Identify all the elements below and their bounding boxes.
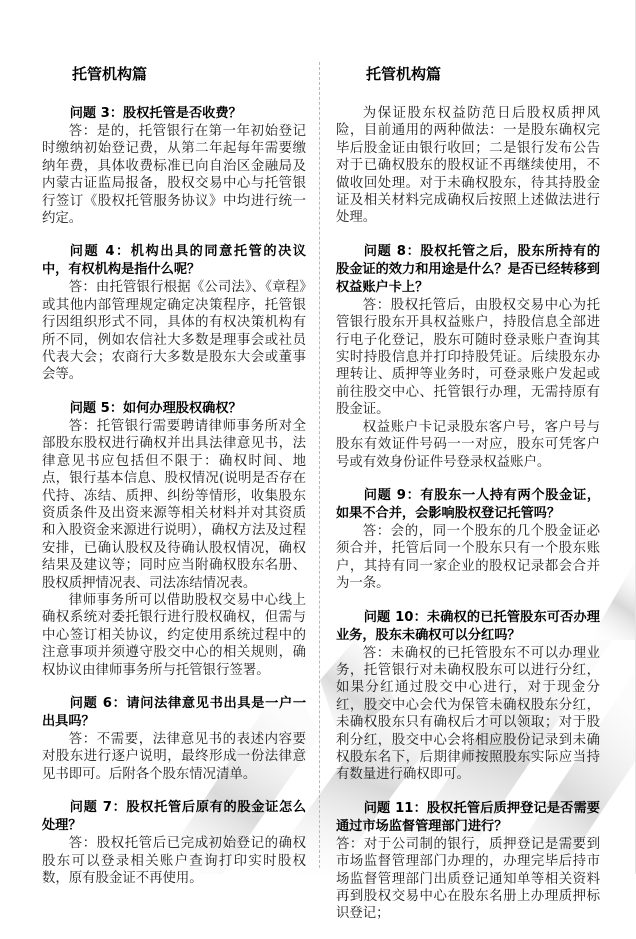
question-title: 问题 7：股权托管后原有的股金证怎么处理？ [42, 800, 306, 834]
left-heading: 托管机构篇 [72, 65, 148, 83]
faq-q4 [42, 243, 306, 383]
answer-paragraph: 答：托管银行需要聘请律师事务所对全部股东股权进行确权并出具法律意见书，法律意见书应包括但不限于：确权时间、地点，银行基本信息、股权情况(说明是否存在代持、冻结、质押、纠纷等情形，收集股东资质条件及出资来源等相关材料并对其资质和入股资金来源进行说明），确权方法及过程安排，已确认股权及待确认股权情况，确权结果及建议等；同时应当附确权股东名册、股权质押情况表、司法冻结情况表。 [42, 418, 306, 591]
intro-paragraph: 为保证股东权益防范日后股权质押风险，目前通用的两种做法：一是股东确权完毕后股金证由银行收回；二是银行发布公告对于已确权股东的股权证不再继续使用，不做收回处理。对于未确权股东，待其持股金证及相关材料完成确权后按照上述做法进行处理。 [336, 106, 600, 226]
answer-paragraph: 答：未确权的已托管股东不可以办理业务，托管银行对未确权股东可以进行分红，如果分红通过股交中心进行，对于现金分红，股交中心会代为保管未确权股东分红，未确权股东只有确权后才可以领取；对于股利分红，股交中心会将相应股份记录到未确权股东名下，后期律师按照股东实际应当持有数量进行确权即可。 [336, 645, 600, 783]
column-divider [319, 62, 320, 868]
faq-q11 [336, 800, 600, 923]
faq-q6 [42, 695, 306, 783]
answer-paragraph: 答：对于公司制的银行，质押登记是需要到市场监督管理部门办理的，办理完毕后持市场监督管理部门出质登记通知单等相关资料再到股权交易中心在股东名册上办理质押标识登记； [336, 836, 600, 922]
faq-q5 [42, 400, 306, 679]
answer-paragraph: 答：是的，托管银行在第一年初始登记时缴纳初始登记费，从第二年起每年需要缴纳年费，具体收费标准已向自治区金融局及内蒙古证监局报备，股权交易中心与托管银行签订《股权托管服务协议》中均进行统一约定。 [42, 124, 306, 227]
intro-block [336, 105, 600, 227]
question-title: 问题 10：未确权的已托管股东可否办理业务，股东未确权可以分红吗？ [336, 609, 600, 643]
right-column [336, 105, 600, 939]
right-heading: 托管机构篇 [366, 65, 442, 83]
question-title: 问题 3：股权托管是否收费？ [69, 106, 242, 121]
answer-paragraph: 律师事务所可以借助股权交易中心线上确权系统对委托银行进行股权确权，但需与中心签订相关协议，约定使用系统过程中的注意事项并须遵守股交中心的相关规则，确权协议由律师事务所与托管银行签署。 [42, 592, 306, 678]
question-title: 问题 11：股权托管后质押登记是否需要通过市场监督管理部门进行？ [336, 800, 600, 834]
answer-paragraph: 答：不需要，法律意见书的表述内容要对股东进行逐户说明，最终形成一份法律意见书即可。后附各个股东情况清单。 [42, 731, 306, 782]
faq-q10 [336, 609, 600, 784]
answer-paragraph: 答：由托管银行根据《公司法》、《章程》或其他内部管理规定确定决策程序，托管银行因组织形式不同，具体的有权决策机构有所不同，例如农信社大多数是理事会或社员代表大会；农商行大多数是股东大会或董事会等。 [42, 280, 306, 383]
question-title: 问题 9：有股东一人持有两个股金证，如果不合并，会影响股权登记托管吗？ [336, 487, 600, 521]
question-title: 问题 4：机构出具的同意托管的决议中，有权机构是指什么呢？ [42, 244, 306, 278]
question-title: 问题 6：请问法律意见书出具是一户一出具吗？ [42, 695, 306, 729]
faq-q9 [336, 487, 600, 593]
question-title: 问题 8：股权托管之后，股东所持有的股金证的效力和用途是什么？是否已经转移到权益账户卡上？ [336, 243, 600, 295]
question-title: 问题 5：如何办理股权确权？ [69, 400, 242, 416]
answer-paragraph: 答：股权托管后，由股权交易中心为托管银行股东开具权益账户，持股信息全部进行电子化登记，股东可随时登录账户查询其实时持股信息并打印持股凭证。后续股东办理转让、质押等业务时，可登录账户发起或前往股交中心、托管银行办理，无需持原有股金证。 [336, 297, 600, 418]
left-column [42, 105, 306, 903]
faq-q3 [42, 105, 306, 227]
answer-paragraph: 答：会的，同一个股东的几个股金证必须合并，托管后同一个股东只有一个股东账户，其持有同一家企业的股权记录都会合并为一条。 [336, 523, 600, 592]
faq-q7 [42, 799, 306, 887]
answer-paragraph: 答：股权托管后已完成初始登记的确权股东可以登录相关账户查询打印实时股权数，原有股金证不再使用。 [42, 836, 306, 886]
answer-paragraph: 权益账户卡记录股东客户号，客户号与股东有效证件号码一一对应，股东可凭客户号或有效身份证件号登录权益账户。 [336, 419, 600, 470]
faq-q8 [336, 243, 600, 471]
